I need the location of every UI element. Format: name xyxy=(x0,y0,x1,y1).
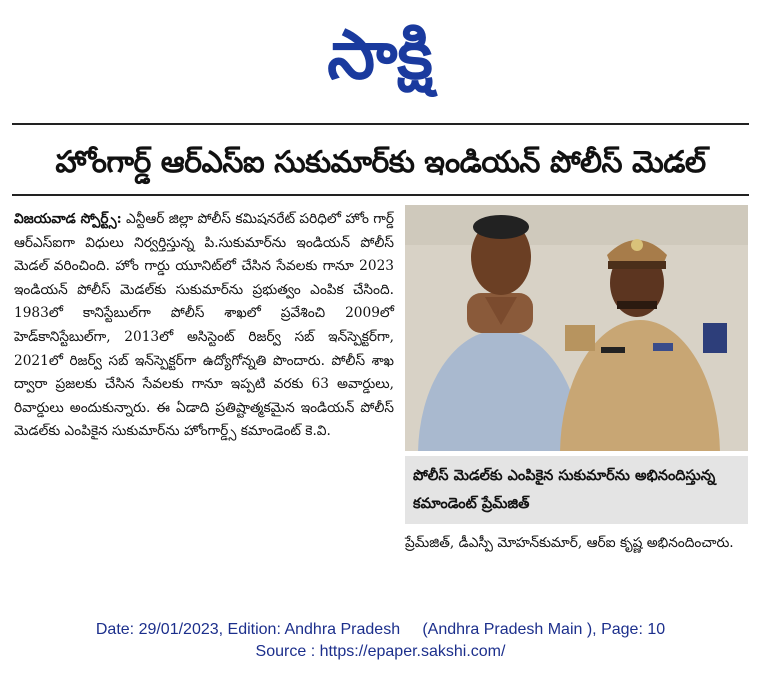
source-footer xyxy=(0,619,761,663)
photo-illustration xyxy=(405,205,748,451)
article-continuation: ప్రేమ్‌జిత్, డీఎస్పీ మోహన్‌కుమార్, ఆర్ఐ కృష్ణ అభినందించారు. xyxy=(405,535,734,551)
article-body xyxy=(14,208,394,586)
photo-caption: పోలీస్ మెడల్‌కు ఎంపికైన సుకుమార్‌ను అభినందిస్తున్న కమాండెంట్ ప్రేమ్‌జిత్ xyxy=(405,456,748,524)
source-link[interactable]: Source : https://epaper.sakshi.com/ xyxy=(255,643,506,660)
headline-divider xyxy=(12,194,749,196)
article-dateline: విజయవాడ స్పోర్ట్స్: xyxy=(14,211,122,227)
news-photo xyxy=(405,205,748,451)
top-divider xyxy=(12,123,749,125)
article-headline: హోంగార్డ్ ఆర్ఎస్ఐ సుకుమార్‌కు ఇండియన్ పోలీస్ మెడల్ xyxy=(55,145,706,180)
article-body-text: ఎన్టీఆర్ జిల్లా పోలీస్ కమిషనరేట్ పరిధిలో హోం గార్డ్ ఆర్ఎస్ఐగా విధులు నిర్వర్తిస్తున్న పి.సుకుమార్‌ను ఇండియన్ పోలీస్ మెడల్ వరించింది. హోం గార్డు యూనిట్‌లో చేసిన సేవలకు గానూ 2023 ఇండియన్ పోలీస్ మెడల్‌కు సుకుమార్‌ను ప్రభుత్వం ఎంపిక చేసింది. 1983లో కానిస్టేబుల్‌గా పోలీస్ శాఖలో ప్రవేశించి 2009లో హెడ్‌కానిస్టేబుల్‌గా, 2013లో అసిస్టెంట్ రిజర్వ్ సబ్ ఇన్‌స్పెక్టర్‌గా, 2021లో రిజర్వ్ సబ్ ఇన్‌స్పెక్టర్‌గా ఉద్యోగోన్నతి పొందారు. పోలీస్ శాఖ ద్వారా ప్రజలకు చేసిన సేవలకు గానూ ఇప్పటి వరకు 63 అవార్డులు, రివార్డులు అందుకున్నారు. ఈ ఏడాది ప్రతిష్టాత్మకమైన ఇండియన్ పోలీస్ మెడల్‌కు ఎంపికైన సుకుమార్‌ను హోంగార్డ్స్ కమాండెంట్ కె.వి. xyxy=(14,211,394,440)
edition-info: Date: 29/01/2023, Edition: Andhra Pradesh (Andhra Pradesh Main ), Page: 10 xyxy=(95,621,666,638)
sakshi-logo xyxy=(260,8,500,103)
logo-text: సాక్షి xyxy=(327,16,433,95)
sakshi-logo-mark xyxy=(260,8,500,103)
